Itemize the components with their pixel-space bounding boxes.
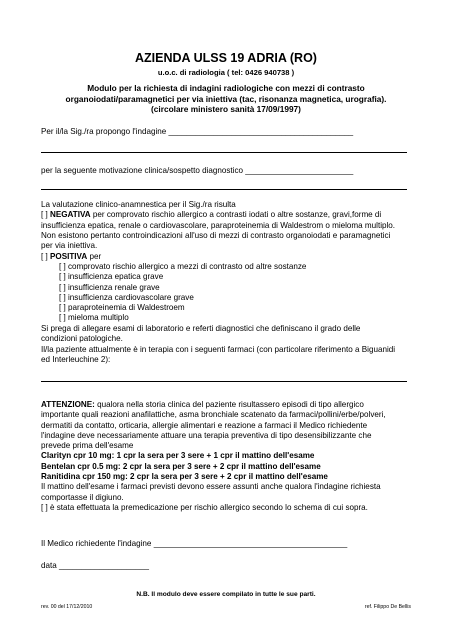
negative-checkbox[interactable]: [ ] (41, 210, 48, 219)
footer-note: N.B. Il modulo deve essere compilato in tutte le sue parti. (136, 591, 316, 598)
negative-text: per comprovato rischio allergico a contrasti iodati o altre sostanze, gravi,forme di (92, 210, 382, 219)
therapy-note (41, 345, 413, 366)
text-line: importante quali reazioni anafilattiche, asma bronchiale scatenato da farmaci/pollini/erbe/polveri, (41, 410, 386, 420)
form-heading-line: organoiodati/paramagnetici per via iniettiva (tac, risonanza magnetica, urografia). (65, 93, 387, 104)
motivation-label: per la seguente motivazione clinica/sospetto diagnostico (41, 166, 244, 175)
date-label: data (41, 561, 57, 570)
premed-checkbox[interactable]: [ ] (41, 503, 48, 512)
blank-line[interactable] (41, 152, 407, 153)
date-field[interactable] (41, 561, 413, 571)
drug-line: Bentelan cpr 0.5 mg: 2 cpr la sera per 3 sere + 2 cpr il mattino dell'esame (41, 461, 321, 471)
positive-item[interactable]: [ ] paraproteinemia di Waldestroem (59, 303, 185, 313)
positive-checkbox[interactable]: [ ] (41, 251, 48, 261)
positive-option[interactable] (41, 252, 413, 262)
motivation-field[interactable] (41, 166, 413, 176)
doctor-field[interactable] (41, 539, 413, 549)
text-line: dermatiti da contatto, orticaria, allergie alimentari e reazione a farmaci il Medico richiedente (41, 420, 368, 430)
positive-list (59, 262, 431, 324)
text-line: l'indagine deve necessariamente attuare una terapia preventiva di tipo desensibilizzante che (41, 430, 372, 440)
positive-label: POSITIVA (50, 251, 88, 261)
text-line: Il mattino dell'esame i farmaci previsti devono essere assunti anche qualora l'indagine richiesta (41, 482, 381, 492)
attention-text: qualora nella storia clinica del paziente risultassero episodi di tipo allergico (97, 400, 364, 409)
text-line: Si prega di allegare esami di laboratorio e referti diagnostici che definiscano il grado delle (41, 324, 361, 333)
drug-line: Ranitidina cpr 150 mg: 2 cpr la sera per 3 sere + 2 cpr il mattino dell'esame (41, 472, 328, 482)
unit-subtitle: u.o.c. di radiologia ( tel: 0426 940738 ) (157, 68, 295, 77)
revision-label: rev. 00 del 17/12/2010 (41, 604, 93, 610)
attention-block (41, 400, 413, 503)
negative-option[interactable] (41, 210, 413, 220)
reference-label: ref. Filippo De Bellis (364, 604, 411, 610)
drug-line: Clarityn cpr 10 mg: 1 cpr la sera per 3 sere + 1 cpr il mattino dell'esame (41, 451, 315, 461)
positive-item[interactable]: [ ] insufficienza cardiovascolare grave (59, 292, 194, 302)
org-title: AZIENDA ULSS 19 ADRIA (RO) (135, 51, 317, 65)
positive-item[interactable]: [ ] comprovato rischio allergico a mezzi di contrasto od altre sostanze (59, 262, 307, 271)
positive-text: per (89, 251, 102, 261)
attention-first-line (41, 400, 413, 410)
blank-line[interactable] (41, 381, 407, 382)
text-line: condizioni patologiche. (41, 334, 123, 344)
patient-blank[interactable]: _________________________________________ (168, 127, 354, 136)
text-line: Non esistono pertanto controindicazioni all'uso di mezzi di contrasto organoiodati e paramagnetici (41, 230, 391, 240)
negative-label: NEGATIVA (50, 210, 91, 219)
evaluation-intro: La valutazione clinico-anamnestica per il Sig./ra risulta (41, 200, 236, 209)
premed-option[interactable] (41, 503, 413, 513)
blank-line[interactable] (41, 189, 407, 190)
form-heading-line: (circolare ministero sanità 17/09/1997) (151, 104, 301, 114)
text-line: comportasse il digiuno. (41, 492, 124, 502)
positive-item[interactable]: [ ] mieloma multiplo (59, 313, 129, 323)
attention-label: ATTENZIONE: (41, 400, 95, 409)
positive-item[interactable]: [ ] insufficienza renale grave (59, 282, 160, 292)
form-heading-line: Modulo per la richiesta di indagini radiologiche con mezzi di contrasto (87, 83, 365, 93)
text-line: Il/la paziente attualmente è in terapia con i seguenti farmaci (con particolare riferimento a Biguanidi (41, 345, 396, 354)
doctor-label: Il Medico richiedente l'indagine (41, 539, 152, 548)
positive-item[interactable]: [ ] insufficienza epatica grave (59, 272, 164, 282)
motivation-blank[interactable]: ________________________ (245, 166, 354, 175)
negative-detail (41, 221, 413, 252)
date-blank[interactable]: ____________________ (59, 561, 150, 570)
patient-label: Per il/la Sig./ra propongo l'indagine (41, 127, 167, 136)
attach-note (41, 324, 413, 345)
text-line: per via iniettiva. (41, 241, 98, 251)
text-line: insufficienza epatica, renale o cardiovascolare, paraproteinemia di Waldestrom o mieloma multiplo. (41, 220, 396, 230)
doctor-blank[interactable]: ___________________________________________ (153, 539, 348, 548)
text-line: ed Interleuchine 2): (41, 355, 111, 365)
patient-field[interactable] (41, 127, 413, 137)
text-line: prevede prima dell'esame (41, 441, 134, 451)
form-heading (0, 83, 452, 115)
premed-text: è stata effettuata la premedicazione per rischio allergico secondo lo schema di cui sopra. (50, 503, 368, 512)
